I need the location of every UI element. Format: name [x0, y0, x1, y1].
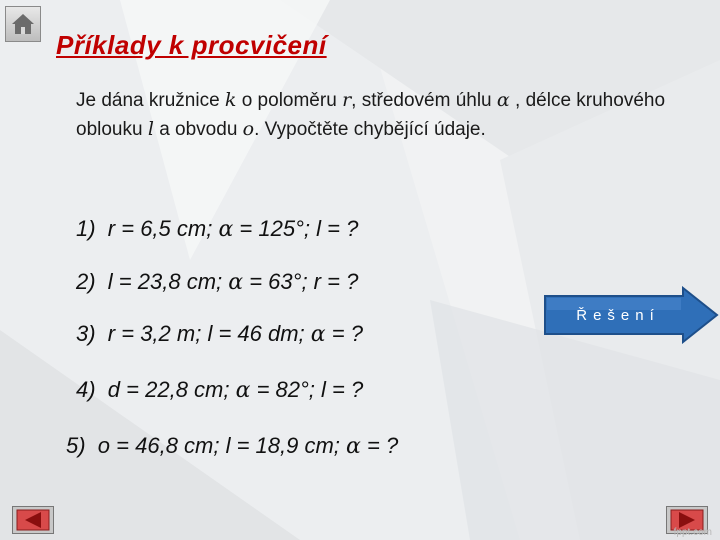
problem-item [66, 433, 398, 459]
problem-text: r = 3,2 m; l = 46 dm; [107, 321, 311, 346]
intro-var-alpha: α [496, 89, 510, 111]
problem-item [76, 216, 358, 242]
alpha-symbol: α [346, 434, 361, 459]
alpha-symbol: α [228, 270, 244, 295]
problem-text: o = 46,8 cm; l = 18,9 cm; [97, 433, 347, 458]
task-description [76, 86, 686, 144]
problem-number: 4) [76, 377, 96, 402]
problem-number: 2) [76, 269, 96, 294]
problem-text: = 82°; l = ? [250, 377, 364, 402]
alpha-symbol: α [218, 217, 234, 242]
problem-item [76, 377, 363, 403]
problem-number: 3) [76, 321, 96, 346]
alpha-symbol: α [235, 378, 251, 403]
problem-text: = 63°; r = ? [243, 269, 359, 294]
arrow-left-icon [13, 507, 53, 533]
problem-text: d = 22,8 cm; [107, 377, 236, 402]
problem-number: 1) [76, 216, 96, 241]
alpha-symbol: α [310, 322, 326, 347]
watermark: fppt.com [673, 527, 712, 538]
intro-var-l: l [147, 118, 154, 140]
problem-number: 5) [66, 433, 86, 458]
intro-text: Je dána kružnice [76, 90, 225, 111]
problem-text: = 125°; l = ? [233, 216, 359, 241]
intro-text: o poloměru [236, 90, 343, 111]
problem-text: l = 23,8 cm; [107, 269, 229, 294]
solution-button[interactable] [543, 286, 719, 344]
problem-text: = ? [360, 433, 399, 458]
intro-var-o: o [242, 118, 255, 140]
intro-var-r: r [342, 89, 352, 111]
intro-text: a obvodu [153, 119, 243, 140]
intro-var-k: k [224, 89, 237, 111]
previous-slide-button[interactable] [12, 506, 54, 534]
intro-text: , středovém úhlu [351, 90, 497, 111]
home-button[interactable] [5, 6, 41, 42]
intro-text: . Vypočtěte chybějící údaje. [254, 119, 486, 140]
problem-text: = ? [325, 321, 363, 346]
solution-button-label: Řešení [576, 306, 660, 324]
problem-item [76, 321, 363, 347]
home-icon [10, 12, 36, 36]
problem-item [76, 269, 358, 295]
problem-text: r = 6,5 cm; [107, 216, 219, 241]
intro-text: , délce kruhového oblouku [76, 90, 666, 140]
page-title: Příklady k procvičení [56, 30, 327, 60]
